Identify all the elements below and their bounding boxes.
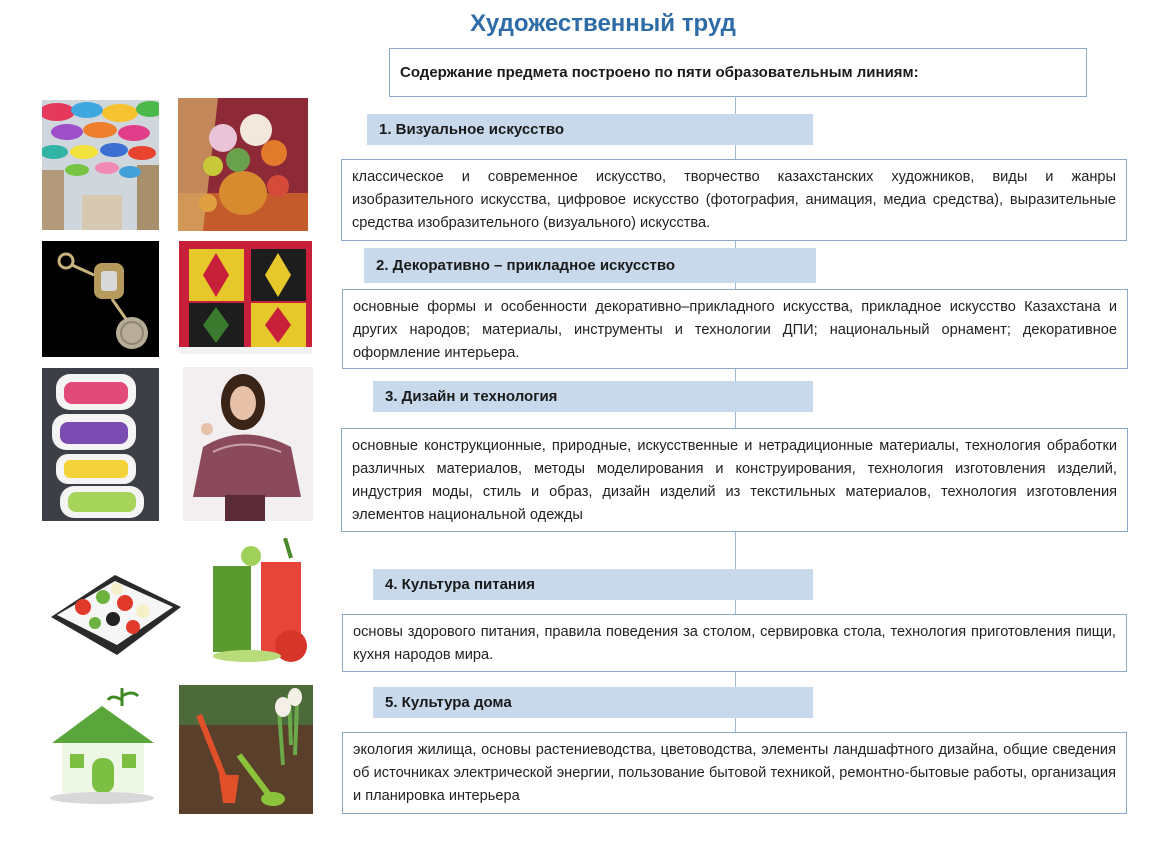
- heading-home-culture: 5. Культура дома: [373, 687, 813, 718]
- page-title: Художественный труд: [470, 10, 736, 37]
- felt-carpet-ornament: [179, 241, 312, 354]
- heading-decorative-art: 2. Декоративно – прикладное искусство: [364, 248, 816, 283]
- garden-tools-flowers: [179, 685, 313, 814]
- umbrella-street-photo: [42, 100, 159, 230]
- salad-plate: [43, 545, 187, 673]
- desc-visual-art: классическое и современное искусство, творчество казахстанских художников, виды и жанры изобразительного искусства, цифровое искусство (фотография, анимация, медиа средства), выразительные средства изобразительного (визуального) искусства.: [341, 159, 1127, 241]
- desc-food-culture: основы здорового питания, правила поведения за столом, сервировка стола, технология приготовления пищи, кухня народов мира.: [342, 614, 1127, 672]
- intro-box: Содержание предмета построено по пяти образовательным линиям:: [389, 48, 1087, 97]
- woman-in-poncho: [183, 367, 313, 521]
- still-life-painting: [178, 98, 308, 231]
- juice-glasses: [207, 538, 307, 664]
- desc-home-culture: экология жилища, основы растениеводства, цветоводства, элементы ландшафтного дизайна, общие сведения об источниках электрической энергии, пользование бытовой техникой, ремонтно-бытовые работы, организация и планировка интерьера: [342, 732, 1127, 814]
- coin-pendant-jewelry: [42, 241, 159, 357]
- heading-food-culture: 4. Культура питания: [373, 569, 813, 600]
- green-eco-house: [42, 688, 164, 808]
- heading-design-technology: 3. Дизайн и технология: [373, 381, 813, 412]
- heading-visual-art: 1. Визуальное искусство: [367, 114, 813, 145]
- desc-design-technology: основные конструкционные, природные, искусственные и нетрадиционные материалы, технология обработки различных материалов, методы моделирования и конструирования, технология изготовления изделий, индустрия моды, стиль и образ, дизайн изделий из текстильных материалов, технология изготовления элементов национальной одежды: [341, 428, 1128, 532]
- desc-decorative-art: основные формы и особенности декоративно–прикладного искусства, прикладное искусство Казахстана и других народов; материалы, инструменты и технологии ДПИ; национальный орнамент; декоративное оформление интерьера.: [342, 289, 1128, 369]
- designer-shelf: [42, 368, 159, 521]
